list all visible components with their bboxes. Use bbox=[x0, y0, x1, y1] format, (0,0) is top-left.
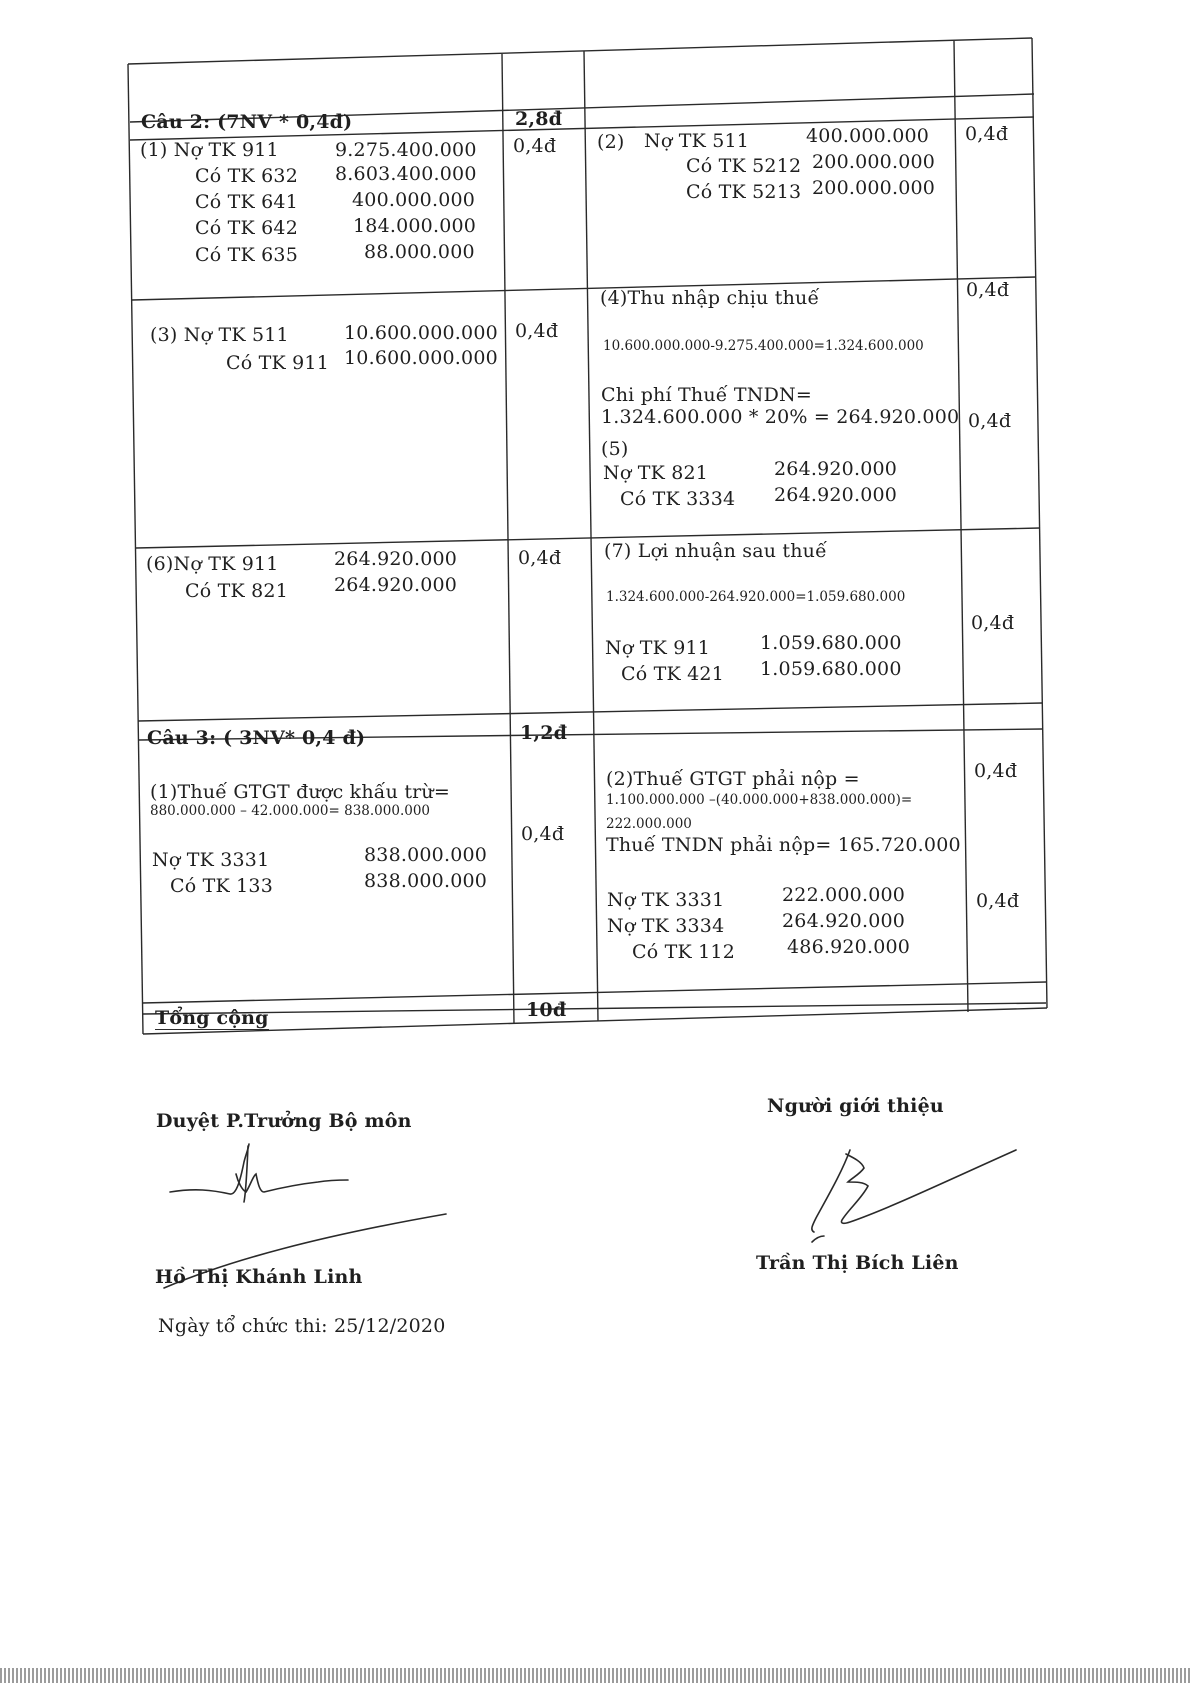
cau3-entry2-calc-line1: 1.100.000.000 –(40.000.000+838.000.000)= bbox=[606, 792, 913, 808]
cau3-entry1-credit: Có TK 133 bbox=[170, 875, 273, 897]
introducer-name: Trần Thị Bích Liên bbox=[756, 1252, 959, 1274]
cau3-entry2-credit-value: 486.920.000 bbox=[787, 936, 911, 958]
entry7-debit-value: 1.059.680.000 bbox=[760, 632, 902, 654]
entry5-credit: Có TK 3334 bbox=[620, 488, 736, 510]
entry4-score: 0,4đ bbox=[966, 279, 1010, 301]
cau3-entry1-calc: 880.000.000 – 42.000.000= 838.000.000 bbox=[150, 803, 430, 819]
scan-edge bbox=[0, 1668, 1191, 1683]
entry2-score: 0,4đ bbox=[965, 123, 1009, 145]
cau3-entry2-debit1-value: 222.000.000 bbox=[782, 884, 906, 906]
entry1-debit-value: 9.275.400.000 bbox=[335, 139, 477, 161]
entry2-debit: Nợ TK 511 bbox=[644, 130, 750, 152]
cau2-score: 2,8đ bbox=[515, 108, 563, 130]
entry7-credit: Có TK 421 bbox=[621, 663, 724, 685]
total-score: 10đ bbox=[526, 999, 567, 1021]
entry1-credit-value: 88.000.000 bbox=[364, 241, 475, 263]
introducer-signature bbox=[790, 1138, 1030, 1248]
entry6-debit-value: 264.920.000 bbox=[334, 548, 458, 570]
entry4-tax-calc: 1.324.600.000 * 20% = 264.920.000 bbox=[601, 406, 960, 428]
entry1-credit-account: Có TK 641 bbox=[195, 191, 298, 213]
entry7-calc: 1.324.600.000-264.920.000=1.059.680.000 bbox=[606, 589, 906, 605]
entry1-credit-value: 8.603.400.000 bbox=[335, 163, 477, 185]
entry5-debit: Nợ TK 821 bbox=[603, 462, 709, 484]
cau3-score: 1,2đ bbox=[520, 722, 568, 744]
entry1-credit-account: Có TK 642 bbox=[195, 217, 298, 239]
entry2-credit2-value: 200.000.000 bbox=[812, 177, 936, 199]
cau3-entry2-credit: Có TK 112 bbox=[632, 941, 735, 963]
cau3-entry2-tndn: Thuế TNDN phải nộp= 165.720.000 bbox=[606, 834, 961, 856]
entry6-score: 0,4đ bbox=[518, 547, 562, 569]
entry1-credit-account: Có TK 635 bbox=[195, 244, 298, 266]
cau2-header: Câu 2: (7NV * 0,4đ) bbox=[141, 111, 353, 133]
cau3-entry1-debit: Nợ TK 3331 bbox=[152, 849, 270, 871]
entry6-credit: Có TK 821 bbox=[185, 580, 288, 602]
cau3-header: Câu 3: ( 3NV* 0,4 đ) bbox=[147, 727, 366, 749]
entry2-credit1: Có TK 5212 bbox=[686, 155, 802, 177]
entry3-debit: (3) Nợ TK 511 bbox=[150, 324, 289, 346]
entry7-credit-value: 1.059.680.000 bbox=[760, 658, 902, 680]
entry2-credit2: Có TK 5213 bbox=[686, 181, 802, 203]
cau3-entry2-title: (2)Thuế GTGT phải nộp = bbox=[606, 768, 860, 790]
cau3-entry1-score: 0,4đ bbox=[521, 823, 565, 845]
entry3-credit: Có TK 911 bbox=[226, 352, 329, 374]
entry4-tax-label: Chi phí Thuế TNDN= bbox=[601, 384, 812, 406]
total-label: Tổng cộng bbox=[155, 1007, 269, 1029]
cau3-entry2-score-a: 0,4đ bbox=[974, 760, 1018, 782]
cau3-entry2-debit1: Nợ TK 3331 bbox=[607, 889, 725, 911]
entry4-title: (4)Thu nhập chịu thuế bbox=[600, 287, 820, 309]
entry4-calc: 10.600.000.000-9.275.400.000=1.324.600.000 bbox=[603, 338, 924, 354]
entry5-number: (5) bbox=[601, 438, 629, 460]
entry5-score: 0,4đ bbox=[968, 410, 1012, 432]
approver-title: Duyệt P.Trưởng Bộ môn bbox=[156, 1110, 412, 1132]
cau3-entry2-calc-line2: 222.000.000 bbox=[606, 816, 692, 832]
entry1-debit: (1) Nợ TK 911 bbox=[140, 139, 279, 161]
entry7-title: (7) Lợi nhuận sau thuế bbox=[604, 540, 827, 562]
cau3-entry1-title: (1)Thuế GTGT được khấu trừ= bbox=[150, 781, 450, 803]
entry7-debit: Nợ TK 911 bbox=[605, 637, 711, 659]
entry2-debit-value: 400.000.000 bbox=[806, 125, 930, 147]
entry3-debit-value: 10.600.000.000 bbox=[344, 322, 498, 344]
cau3-entry2-debit2-value: 264.920.000 bbox=[782, 910, 906, 932]
entry1-credit-value: 184.000.000 bbox=[353, 215, 477, 237]
entry6-debit: (6)Nợ TK 911 bbox=[146, 553, 279, 575]
entry5-debit-value: 264.920.000 bbox=[774, 458, 898, 480]
entry5-credit-value: 264.920.000 bbox=[774, 484, 898, 506]
entry1-score: 0,4đ bbox=[513, 135, 557, 157]
entry2-credit1-value: 200.000.000 bbox=[812, 151, 936, 173]
entry7-score: 0,4đ bbox=[971, 612, 1015, 634]
entry1-credit-account: Có TK 632 bbox=[195, 165, 298, 187]
cau3-entry2-debit2: Nợ TK 3334 bbox=[607, 915, 725, 937]
entry3-credit-value: 10.600.000.000 bbox=[344, 347, 498, 369]
exam-date: Ngày tổ chức thi: 25/12/2020 bbox=[158, 1315, 446, 1337]
approver-name: Hồ Thị Khánh Linh bbox=[155, 1266, 363, 1288]
entry6-credit-value: 264.920.000 bbox=[334, 574, 458, 596]
entry3-score: 0,4đ bbox=[515, 320, 559, 342]
cau3-entry1-credit-value: 838.000.000 bbox=[364, 870, 488, 892]
cau3-entry1-debit-value: 838.000.000 bbox=[364, 844, 488, 866]
cau3-entry2-score-b: 0,4đ bbox=[976, 890, 1020, 912]
entry2-number: (2) bbox=[597, 131, 625, 153]
introducer-title: Người giới thiệu bbox=[767, 1095, 944, 1117]
entry1-credit-value: 400.000.000 bbox=[352, 189, 476, 211]
